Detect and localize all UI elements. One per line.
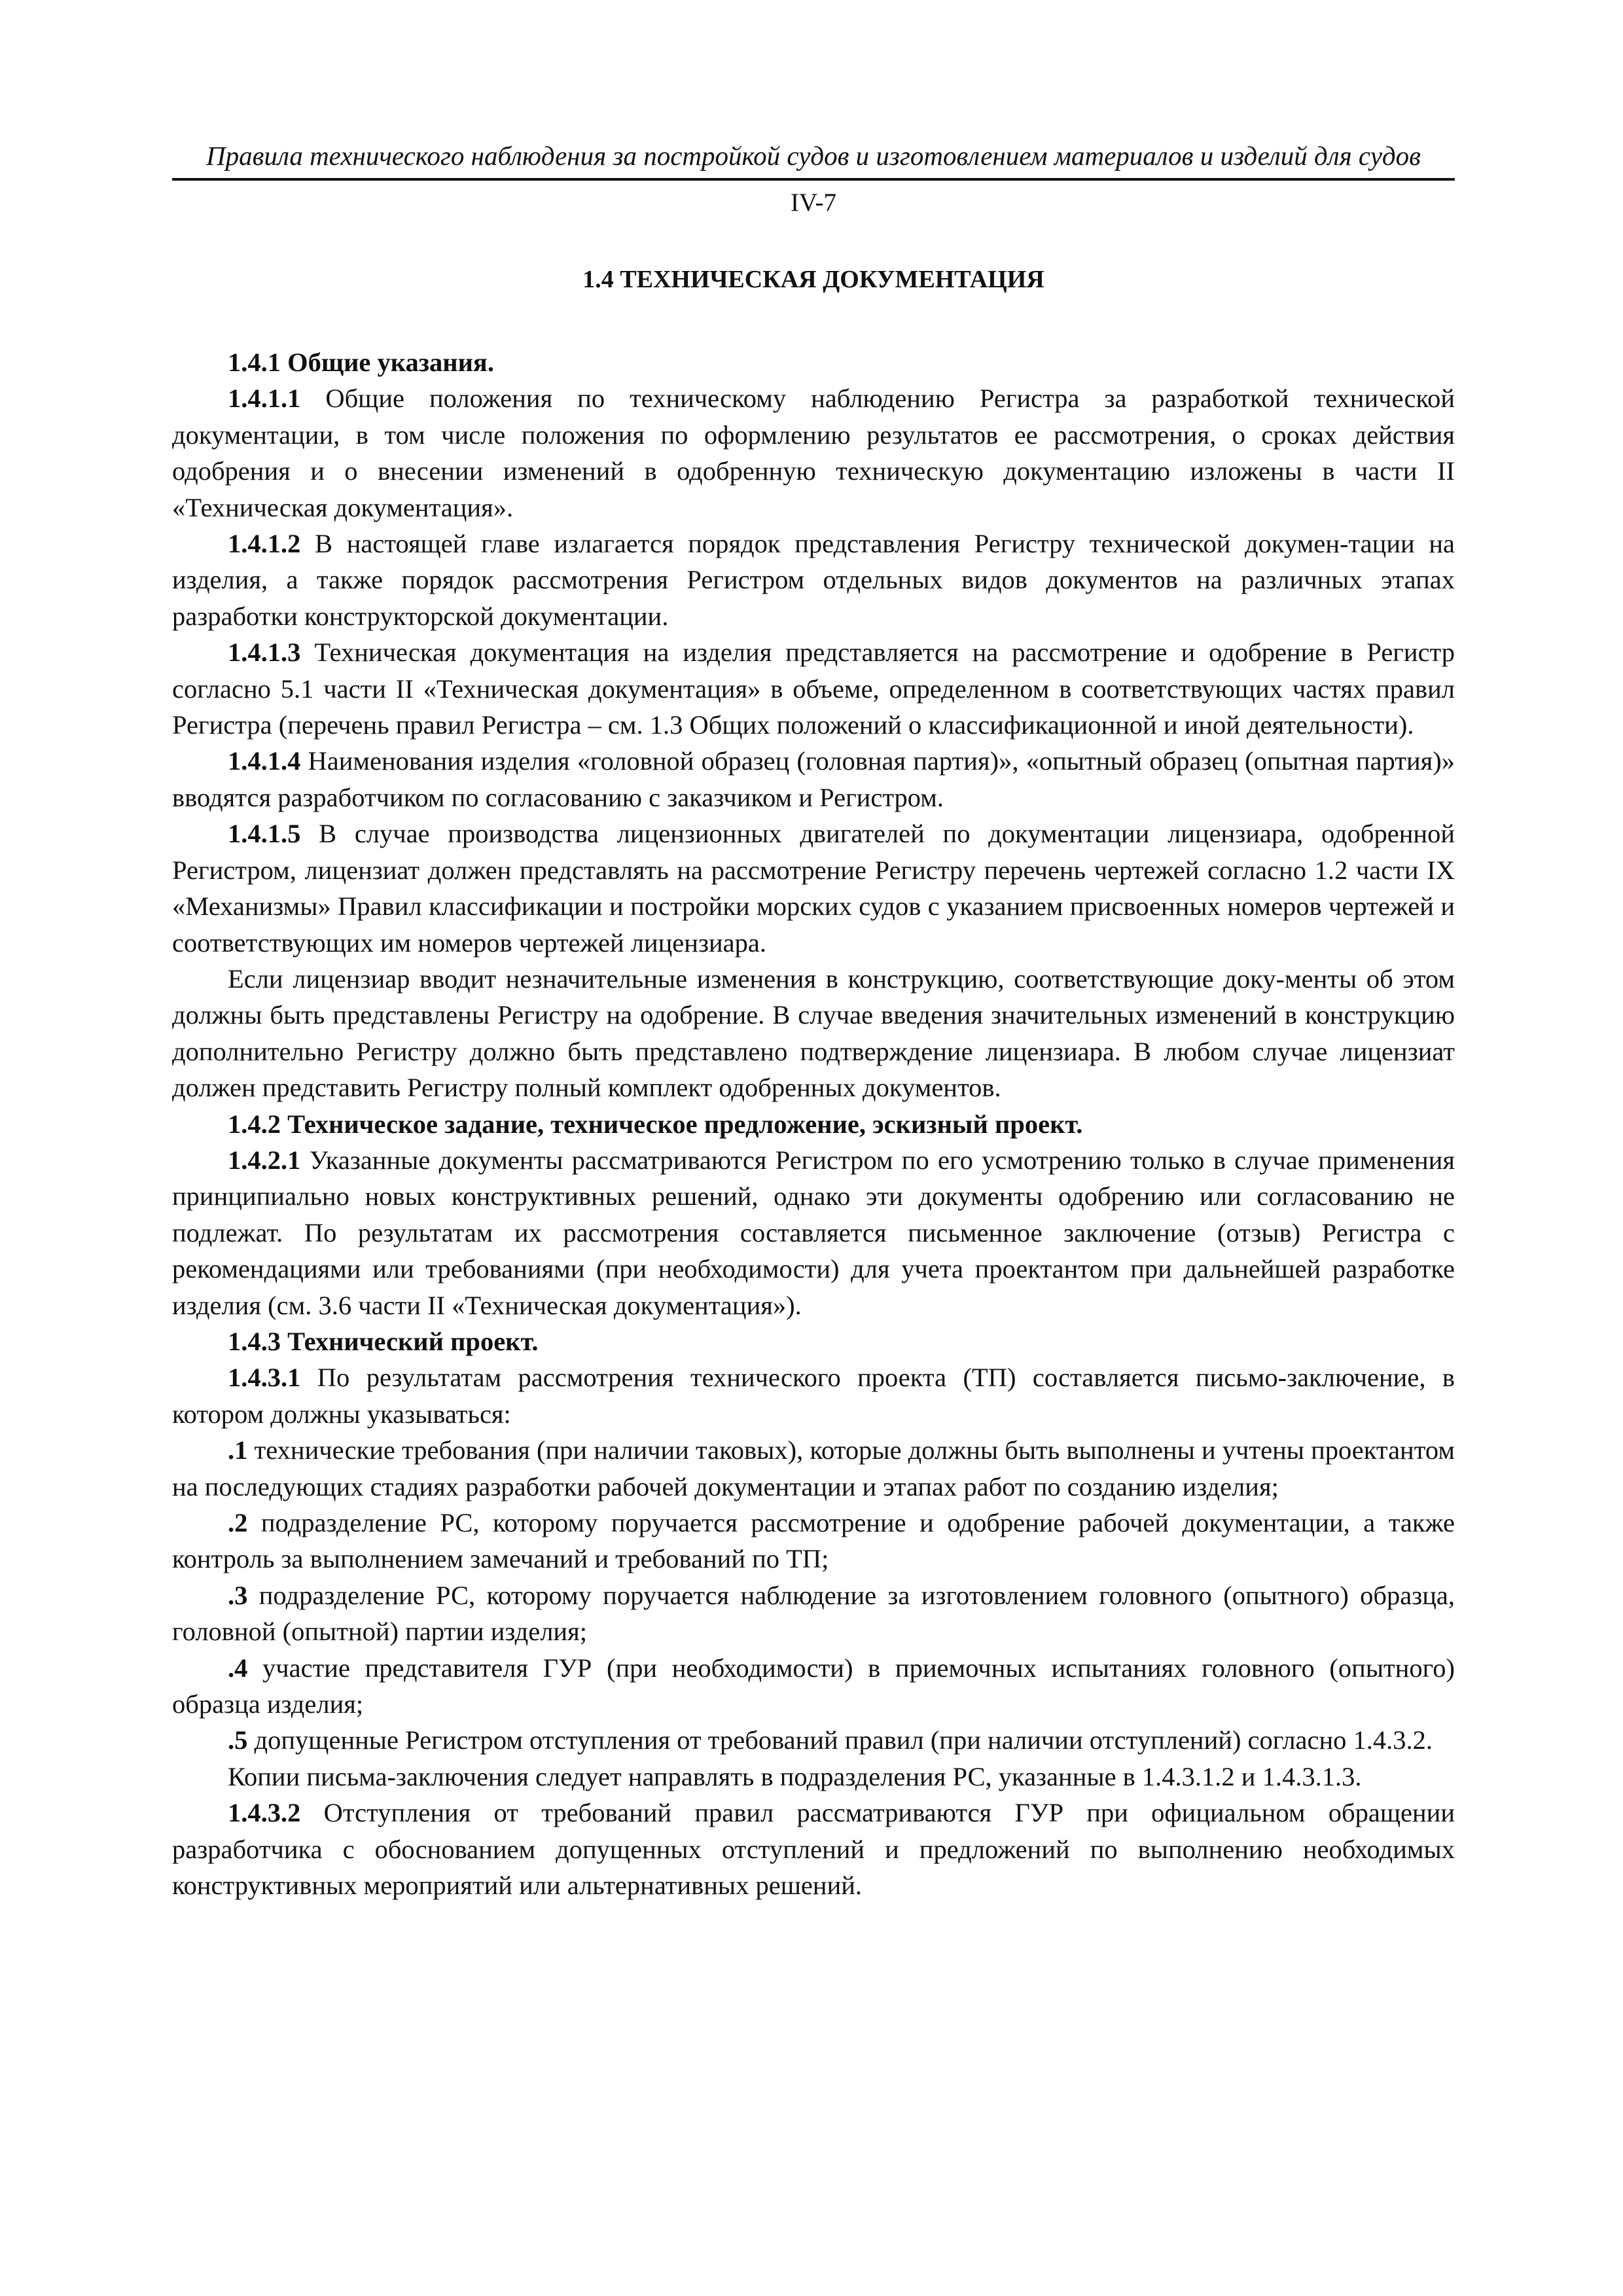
- paragraph-text: Копии письма-заключения следует направлять в подразделения РС, указанные в 1.4.3.1.2 и 1.4.3.1.3.: [228, 1761, 1362, 1791]
- paragraph-1-4-1-1: [172, 380, 1455, 526]
- paragraph-text: Наименования изделия «головной образец (головная партия)», «опытный образец (опытная партия)» вводятся разработчиком по согласованию с заказчиком и Регистром.: [172, 746, 1455, 812]
- clause-number: 1.4.1.5: [228, 819, 301, 849]
- paragraph-1-4-1-2: [172, 526, 1455, 634]
- paragraph-1-4-1-3: [172, 634, 1455, 743]
- paragraph-text: Указанные документы рассматриваются Регистром по его усмотрению только в случае применения принципиально новых конструктивных решений, однако эти документы одобрению или согласованию не подлежат. По результатам их рассмотрения составляется письменное заключение (отзыв) Регистра с рекомендациями или требованиями (при необходимости) для учета проектантом при дальнейшей разработке изделия (см. 3.6 части II «Техническая документация»).: [172, 1145, 1455, 1320]
- document-page: [172, 137, 1455, 1903]
- page-number: IV-7: [790, 188, 837, 217]
- clause-number: 1.4.3.1: [228, 1363, 301, 1393]
- paragraph-licensor-changes: [172, 961, 1455, 1106]
- paragraph-1-4-2-1: [172, 1142, 1455, 1323]
- clause-number: 1.4.1.2: [228, 529, 301, 559]
- paragraph-1-4-1-5: [172, 816, 1455, 961]
- clause-number: 1.4.1.3: [228, 637, 301, 668]
- item-number: .3: [228, 1580, 248, 1610]
- item-number: .1: [228, 1435, 248, 1465]
- document-body: [172, 344, 1455, 1903]
- section-heading-1-4-1: 1.4.1 Общие указания.: [228, 348, 494, 377]
- paragraph-text: В случае производства лицензионных двигателей по документации лицензиара, одобренной Регистром, лицензиат должен представлять на рассмотрение Регистру перечень чертежей согласно 1.2 части IX «Механизмы» Правил классификации и постройки морских судов с указанием присвоенных номеров чертежей и соответствующих им номеров чертежей лицензиара.: [172, 819, 1455, 958]
- clause-number: 1.4.1.4: [228, 746, 301, 776]
- paragraph-text: Отступления от требований правил рассматриваются ГУР при официальном обращении разработчика с обоснованием допущенных отступлений и предложений по выполнению необходимых конструктивных мероприятий или альтернативных решений.: [172, 1798, 1455, 1901]
- paragraph-text: Общие положения по техническому наблюдению Регистра за разработкой технической документации, в том числе положения по оформлению результатов ее рассмотрения, о сроках действия одобрения и о внесении изменений в одобренную техническую документацию изложены в части II «Техническая документация».: [172, 384, 1455, 522]
- paragraph-text: подразделение РС, которому поручается наблюдение за изготовлением головного (опытного) образца, головной (опытной) партии изделия;: [172, 1580, 1455, 1647]
- section-heading-1-4-3: 1.4.3 Технический проект.: [228, 1326, 539, 1356]
- clause-number: 1.4.3.2: [228, 1798, 301, 1828]
- section-heading-1-4-2: 1.4.2 Техническое задание, техническое предложение, эскизный проект.: [228, 1109, 1083, 1139]
- item-number: .5: [228, 1725, 248, 1755]
- paragraph-text: Если лицензиар вводит незначительные изменения в конструкцию, соответствующие доку-менты об этом должны быть представлены Регистру на одобрение. В случае введения значительных изменений в конструкцию дополнительно Регистру должно быть представлено подтверждение лицензиара. В любом случае лицензиат должен представить Регистру полный комплект одобренных документов.: [172, 963, 1455, 1103]
- paragraph-text: технические требования (при наличии таковых), которые должны быть выполнены и учтены проектантом на последующих стадиях разработки рабочей документации и этапах работ по созданию изделия;: [172, 1435, 1455, 1501]
- paragraph-text: участие представителя ГУР (при необходимости) в приемочных испытаниях головного (опытного) образца изделия;: [172, 1653, 1455, 1719]
- paragraph-text: По результатам рассмотрения технического проекта (ТП) составляется письмо-заключение, в котором должны указываться:: [172, 1363, 1455, 1429]
- item-number: .4: [228, 1653, 248, 1683]
- running-head: Правила технического наблюдения за постройкой судов и изготовлением материалов и изделий для судов: [172, 137, 1455, 181]
- chapter-title: 1.4 ТЕХНИЧЕСКАЯ ДОКУМЕНТАЦИЯ: [582, 266, 1044, 293]
- list-item-5: [172, 1722, 1455, 1758]
- list-item-4: [172, 1650, 1455, 1723]
- paragraph-text: Техническая документация на изделия представляется на рассмотрение и одобрение в Регистр согласно 5.1 части II «Техническая документация» в объеме, определенном в соответствующих частях правил Регистра (перечень правил Регистра – см. 1.3 Общих положений о классификационной и иной деятельности).: [172, 637, 1455, 740]
- item-number: .2: [228, 1508, 248, 1537]
- list-item-2: [172, 1505, 1455, 1577]
- clause-number: 1.4.2.1: [228, 1145, 301, 1175]
- clause-number: 1.4.1.1: [228, 384, 301, 414]
- paragraph-text: подразделение РС, которому поручается рассмотрение и одобрение рабочей документации, а также контроль за выполнением замечаний и требований по ТП;: [172, 1508, 1455, 1574]
- paragraph-1-4-3-2: [172, 1795, 1455, 1903]
- paragraph-1-4-3-1: [172, 1359, 1455, 1432]
- paragraph-text: В настоящей главе излагается порядок представления Регистру технической докумен-тации на изделия, а также порядок рассмотрения Регистром отдельных видов документов на различных этапах разработки конструкторской документации.: [172, 529, 1455, 631]
- paragraph-copies: [172, 1759, 1455, 1795]
- list-item-1: [172, 1432, 1455, 1505]
- paragraph-1-4-1-4: [172, 743, 1455, 816]
- list-item-3: [172, 1577, 1455, 1650]
- paragraph-text: допущенные Регистром отступления от требований правил (при наличии отступлений) согласно 1.4.3.2.: [247, 1725, 1433, 1755]
